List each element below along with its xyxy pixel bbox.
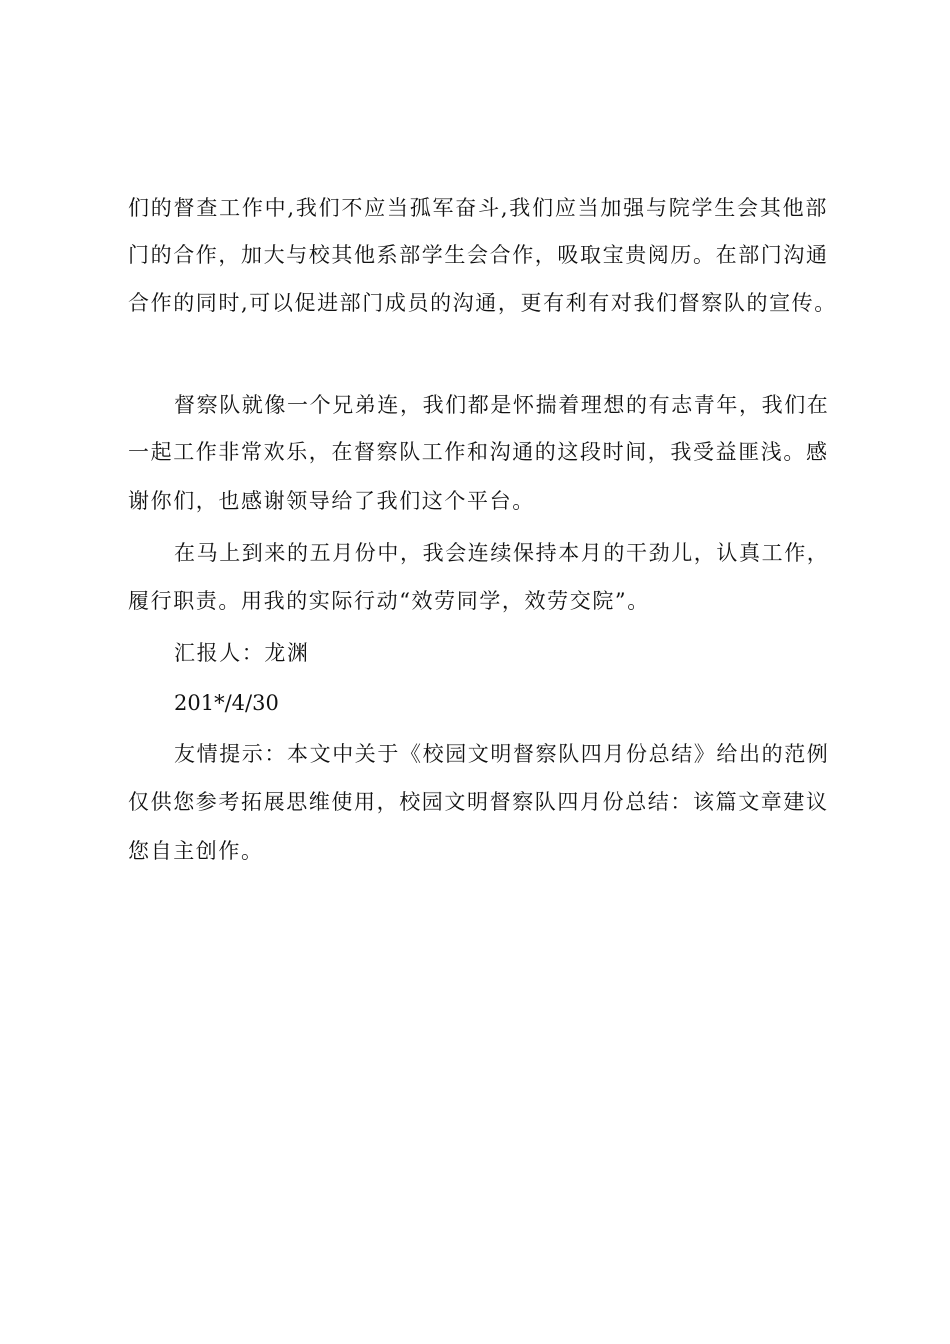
tip-line-2: 仅供您参考拓展思维使用，校园文明督察队四月份总结：该篇文章建议 [128, 790, 829, 814]
paragraph-1-line-1: 们的督查工作中,我们不应当孤军奋斗,我们应当加强与院学生会其他部 [128, 196, 828, 220]
reporter-line: 汇报人：龙渊 [174, 641, 310, 665]
paragraph-3-line-2: 履行职责。用我的实际行动“效劳同学，效劳交院”。 [128, 589, 650, 613]
paragraph-1-line-3: 合作的同时,可以促进部门成员的沟通，更有利有对我们督察队的宣传。 [128, 291, 837, 315]
paragraph-2-line-1: 督察队就像一个兄弟连，我们都是怀揣着理想的有志青年，我们在 [174, 393, 830, 417]
report-date: 201*/4/30 [174, 691, 279, 715]
paragraph-3-line-1: 在马上到来的五月份中，我会连续保持本月的干劲儿，认真工作， [174, 541, 830, 565]
tip-line-3: 您自主创作。 [128, 839, 264, 863]
paragraph-2-line-2: 一起工作非常欢乐，在督察队工作和沟通的这段时间，我受益匪浅。感 [128, 440, 829, 464]
tip-line-1: 友情提示：本文中关于《校园文明督察队四月份总结》给出的范例 [174, 742, 830, 766]
paragraph-1-line-2: 门的合作，加大与校其他系部学生会合作，吸取宝贵阅历。在部门沟通 [128, 243, 829, 267]
paragraph-2-line-3: 谢你们，也感谢领导给了我们这个平台。 [128, 489, 535, 513]
